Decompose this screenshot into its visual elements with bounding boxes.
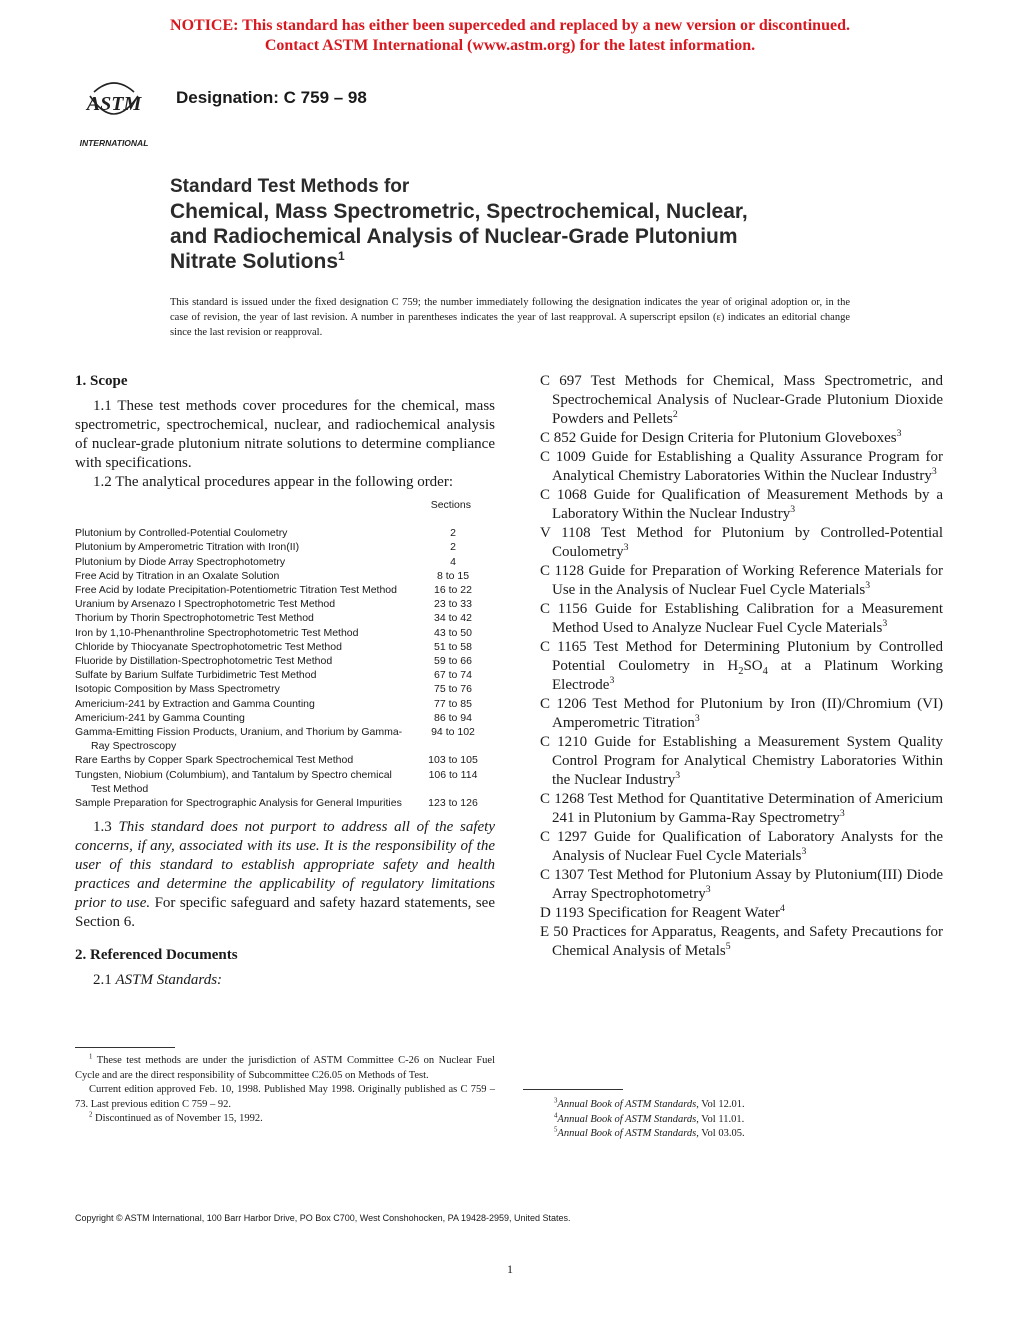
right-column	[540, 372, 943, 961]
toc-row	[75, 753, 495, 767]
reference-footnote-mark: 3	[931, 466, 937, 477]
toc-sections: 51 to 58	[434, 640, 472, 653]
reference-item	[540, 828, 943, 866]
footnotes-right	[540, 1098, 943, 1142]
toc-sections: 16 to 22	[434, 584, 472, 597]
designation: Designation: C 759 – 98	[176, 88, 367, 107]
footnote-rest: , Vol 03.05.	[696, 1128, 745, 1139]
toc-procedure: Fluoride by Distillation-Spectrophotometric Test Method	[75, 655, 333, 668]
reference-text: C 1268 Test Method for Quantitative Determination of Americium 241 in Plutonium by Gamma-Ray Spectrometry	[540, 791, 943, 826]
footnote-italic: Annual Book of ASTM Standards	[557, 1128, 697, 1139]
toc-row	[75, 768, 495, 796]
logo-subtext: INTERNATIONAL	[79, 138, 149, 148]
toc-procedure: Iron by 1,10-Phenanthroline Spectrophotometric Test Method	[75, 626, 359, 639]
toc-sections: 75 to 76	[434, 683, 472, 696]
toc-header: Sections	[430, 499, 471, 511]
footnote-rule-right	[523, 1089, 623, 1090]
toc-procedure: Americium-241 by Gamma Counting	[75, 711, 245, 724]
reference-footnote-mark: 2	[672, 409, 678, 420]
reference-text: C 1206 Test Method for Plutonium by Iron (II)/Chromium (VI) Amperometric Titration	[540, 696, 943, 731]
p21-text: ASTM Standards:	[115, 972, 223, 989]
toc-procedure: Rare Earths by Copper Spark Spectrochemical Test Method	[75, 754, 354, 767]
p13-italic: This standard does not purport to address all of the safety concerns, if any, associated with its use. It is the responsibility of the user of this standard to establish appropriate safety and health practices and determine the applicability of regulatory limitations prior to use.	[75, 819, 496, 912]
toc-row	[75, 540, 495, 554]
toc-sections: 123 to 126	[428, 797, 478, 810]
reference-text: C 697 Test Methods for Chemical, Mass Spectrometric, and Spectrochemical Analysis of Nuclear-Grade Plutonium Dioxide Powders and Pellets	[540, 373, 943, 427]
toc-row	[75, 668, 495, 682]
paragraph-1-3	[75, 818, 495, 932]
footnote-mark: 4	[554, 1112, 558, 1119]
toc-sections: 67 to 74	[434, 669, 472, 682]
toc-procedure: Tungsten, Niobium (Columbium), and Tantalum by Spectro chemical Test Method	[75, 768, 392, 795]
reference-item	[540, 904, 943, 923]
reference-item	[540, 429, 943, 448]
toc-row	[75, 626, 495, 640]
reference-c1165-part: SO	[743, 658, 763, 674]
toc-sections: 4	[450, 555, 456, 568]
title-line-4	[170, 249, 890, 274]
reference-text: E 50 Practices for Apparatus, Reagents, and Safety Precautions for Chemical Analysis of Metals	[540, 924, 943, 959]
reference-item	[540, 448, 943, 486]
reference-footnote-mark: 3	[865, 580, 871, 591]
document-title	[170, 175, 890, 274]
reference-text: C 1156 Guide for Establishing Calibration for a Measurement Method Used to Analyze Nuclear Fuel Cycle Materials	[540, 601, 943, 636]
reference-footnote-mark: 5	[725, 941, 731, 952]
toc-procedure: Chloride by Thiocyanate Spectrophotometric Test Method	[75, 640, 342, 653]
toc-sections: 23 to 33	[434, 598, 472, 611]
toc-sections: 77 to 85	[434, 697, 472, 710]
reference-footnote-mark: 3	[694, 713, 700, 724]
toc-row	[75, 711, 495, 725]
toc-procedure: Uranium by Arsenazo I Spectrophotometric Test Method	[75, 598, 336, 611]
reference-footnote-mark: 3	[623, 542, 629, 553]
reference-item	[540, 695, 943, 733]
footnote-mark: 5	[554, 1126, 558, 1134]
reference-c1165-part: 3	[609, 675, 615, 686]
toc-procedure: Plutonium by Diode Array Spectrophotometry	[75, 555, 286, 568]
scope-heading: 1. Scope	[75, 373, 128, 389]
title-line-2: Chemical, Mass Spectrometric, Spectrochemical, Nuclear,	[170, 200, 748, 223]
toc-sections: 103 to 105	[428, 754, 478, 767]
title-footnote-mark: 1	[338, 249, 345, 263]
footnote-2	[75, 1112, 495, 1127]
reference-footnote-mark: 3	[705, 884, 711, 895]
title-line-1: Standard Test Methods for	[170, 176, 410, 197]
reference-footnote-mark: 3	[882, 618, 888, 629]
footnotes-left	[75, 1054, 495, 1127]
p21-number: 2.1	[93, 972, 112, 989]
notice-line-1: NOTICE: This standard has either been superceded and replaced by a new version or discontinued.	[170, 17, 850, 34]
toc-row	[75, 697, 495, 711]
reference-c1165-part: at a Platinum Working Electrode	[552, 658, 943, 693]
reference-item	[540, 733, 943, 790]
reference-item	[540, 524, 943, 562]
paragraph-2-1	[75, 971, 495, 990]
reference-text: C 1009 Guide for Establishing a Quality Assurance Program for Analytical Chemistry Laboratories Within the Nuclear Industry	[540, 449, 943, 484]
reference-item	[540, 372, 943, 429]
toc-row	[75, 597, 495, 611]
reference-footnote-mark: 3	[896, 428, 902, 439]
reference-footnote-mark: 3	[801, 846, 807, 857]
footnote-rest: , Vol 12.01.	[696, 1099, 745, 1110]
toc-sections: 8 to 15	[436, 569, 470, 582]
toc-row	[75, 640, 495, 654]
toc-sections: 86 to 94	[434, 711, 472, 724]
p13-rest: For specific safeguard and safety hazard statements, see Section 6.	[75, 895, 496, 931]
logo-text: ASTM	[86, 93, 142, 115]
reference-text: C 1307 Test Method for Plutonium Assay by Plutonium(III) Diode Array Spectrophotometry	[540, 867, 943, 902]
reference-c1165-part: 2	[738, 666, 744, 677]
footnote-rule-left	[75, 1047, 175, 1048]
reference-text: V 1108 Test Method for Plutonium by Controlled-Potential Coulometry	[540, 525, 943, 560]
toc-row	[75, 583, 495, 597]
astm-logo	[66, 76, 162, 148]
reference-text: C 1297 Guide for Qualification of Laboratory Analysts for the Analysis of Nuclear Fuel Cycle Materials	[540, 829, 943, 864]
reference-item	[540, 486, 943, 524]
toc-row	[75, 526, 495, 540]
footnote-1b: Current edition approved Feb. 10, 1998. Published May 1998. Originally published as C 759 – 73. Last previous edition C 759 – 92.	[75, 1084, 495, 1110]
reference-text: C 852 Guide for Design Criteria for Plutonium Gloveboxes	[540, 430, 897, 446]
toc-procedure: Isotopic Composition by Mass Spectrometry	[75, 683, 280, 696]
reference-item	[540, 866, 943, 904]
toc-row	[75, 569, 495, 583]
toc-row	[75, 725, 495, 753]
toc-procedure: Free Acid by Iodate Precipitation-Potentiometric Titration Test Method	[75, 584, 397, 597]
reference-footnote-mark: 3	[790, 504, 796, 515]
toc-procedure: Gamma-Emitting Fission Products, Uranium, and Thorium by Gamma-Ray Spectroscopy	[75, 726, 403, 753]
toc-row	[75, 611, 495, 625]
footnote-1-mark: 1	[89, 1053, 93, 1061]
reference-item	[540, 790, 943, 828]
footnote-2-mark: 2	[89, 1111, 93, 1119]
reference-footnote-mark: 4	[779, 903, 785, 914]
toc-sections: 2	[450, 541, 456, 554]
toc-sections: 2	[450, 527, 456, 540]
footnote-1	[75, 1054, 495, 1083]
footnote-5	[540, 1127, 943, 1142]
footnote-mark: 3	[554, 1097, 558, 1105]
paragraph-1-1: 1.1 These test methods cover procedures for the chemical, mass spectrometric, spectrochemical, nuclear, and radiochemical analysis of nuclear-grade plutonium nitrate solutions to determine compliance with specifications.	[75, 398, 495, 471]
toc-row	[75, 654, 495, 668]
reference-c1165-part: 4	[762, 666, 768, 677]
reference-item-c1165	[540, 638, 943, 695]
toc-sections: 59 to 66	[434, 655, 472, 668]
toc-procedure: Plutonium by Amperometric Titration with Iron(II)	[75, 541, 300, 554]
procedures-table	[75, 498, 495, 810]
toc-procedure: Sample Preparation for Spectrographic Analysis for General Impurities	[75, 797, 402, 810]
page-number: 1	[507, 1262, 513, 1276]
toc-procedure: Sulfate by Barium Sulfate Turbidimetric Test Method	[75, 669, 317, 682]
reference-text: C 1068 Guide for Qualification of Measurement Methods by a Laboratory Within the Nuclear Industry	[540, 487, 943, 522]
reference-text: D 1193 Specification for Reagent Water	[540, 905, 780, 921]
toc-row	[75, 555, 495, 569]
reference-text: C 1128 Guide for Preparation of Working Reference Materials for Use in the Analysis of Nuclear Fuel Cycle Materials	[540, 563, 943, 598]
footnote-italic: Annual Book of ASTM Standards	[557, 1113, 697, 1125]
toc-procedure: Free Acid by Titration in an Oxalate Solution	[75, 569, 280, 582]
toc-sections: 106 to 114	[428, 768, 478, 781]
toc-procedure: Thorium by Thorin Spectrophotometric Test Method	[75, 612, 314, 625]
toc-procedure: Plutonium by Controlled-Potential Coulometry	[75, 527, 288, 540]
toc-rows	[75, 526, 495, 810]
title-line-4-text: Nitrate Solutions	[170, 250, 339, 273]
toc-procedure: Americium-241 by Extraction and Gamma Counting	[75, 697, 315, 710]
footnote-1-text: These test methods are under the jurisdiction of ASTM Committee C-26 on Nuclear Fuel Cycle and are the direct responsibility of Subcommittee C26.05 on Methods of Test.	[75, 1055, 495, 1081]
footnote-rest: , Vol 11.01.	[696, 1113, 745, 1125]
title-line-3: and Radiochemical Analysis of Nuclear-Grade Plutonium	[170, 225, 738, 248]
reference-footnote-mark: 3	[675, 770, 681, 781]
toc-sections: 94 to 102	[431, 726, 475, 739]
footnote-2-text: Discontinued as of November 15, 1992.	[95, 1113, 263, 1124]
reference-list	[540, 372, 943, 961]
notice-banner	[0, 16, 1020, 56]
reference-item	[540, 923, 943, 961]
reference-item	[540, 562, 943, 600]
p13-number: 1.3	[93, 819, 112, 836]
notice-line-2: Contact ASTM International (www.astm.org) for the latest information.	[264, 37, 756, 54]
left-column	[75, 372, 495, 990]
toc-row	[75, 682, 495, 696]
copyright: Copyright © ASTM International, 100 Barr Harbor Drive, PO Box C700, West Conshohocken, PA 19428-2959, United States.	[75, 1213, 571, 1223]
issue-note: This standard is issued under the fixed designation C 759; the number immediately following the designation indicates the year of original adoption or, in the case of revision, the year of last revision. A number in parentheses indicates the year of last reapproval. A superscript epsilon (ε) indicates an editorial change since the last revision or reapproval.	[170, 297, 850, 338]
toc-sections: 43 to 50	[434, 626, 472, 639]
reference-footnote-mark: 3	[839, 808, 845, 819]
footnote-italic: Annual Book of ASTM Standards	[557, 1099, 697, 1110]
reference-text: C 1210 Guide for Establishing a Measurement System Quality Control Program for Analytical Chemistry Laboratories Within the Nuclear Industry	[540, 734, 943, 788]
reference-item	[540, 600, 943, 638]
toc-sections: 34 to 42	[434, 612, 472, 625]
toc-row	[75, 796, 495, 810]
paragraph-1-2: 1.2 The analytical procedures appear in the following order:	[93, 474, 454, 490]
reference-c1165-part: C 1165 Test Method for Determining Plutonium by Controlled Potential Coulometry in H	[540, 639, 943, 674]
refdocs-heading: 2. Referenced Documents	[75, 947, 238, 964]
footnote-3	[540, 1098, 943, 1113]
footnote-4	[540, 1113, 943, 1128]
